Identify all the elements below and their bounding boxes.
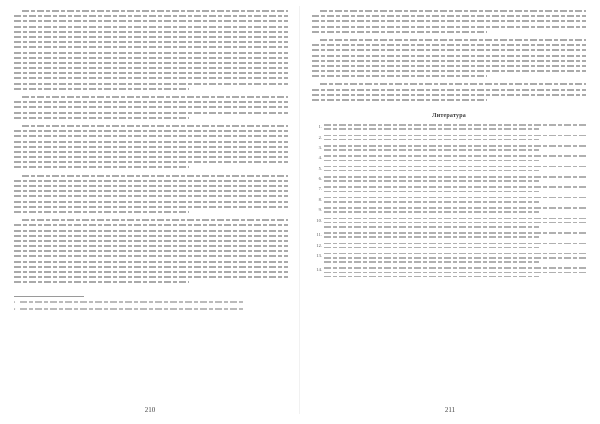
text-line — [312, 26, 586, 28]
text-line — [312, 60, 586, 62]
reference-text-line — [324, 236, 539, 238]
reference-number: 8. — [318, 196, 322, 202]
reference-text-line — [324, 247, 539, 249]
text-line — [312, 94, 586, 96]
text-line — [14, 31, 288, 33]
reference-number: 12. — [316, 242, 322, 248]
footnote-mark: ¹ — [14, 299, 16, 305]
reference-item — [312, 267, 586, 280]
reference-number: 2. — [318, 134, 322, 140]
reference-text-line — [324, 201, 539, 203]
text-line — [14, 36, 288, 38]
reference-text-line — [324, 191, 539, 193]
reference-item — [312, 166, 586, 174]
reference-number: 10. — [316, 217, 322, 223]
reference-text-line — [324, 253, 586, 255]
reference-text-line — [324, 276, 539, 278]
text-line — [14, 185, 288, 187]
text-line — [14, 88, 189, 90]
reference-text-line — [324, 232, 586, 234]
reference-text-line — [324, 211, 539, 213]
reference-text-line — [324, 186, 586, 188]
text-line — [22, 175, 288, 177]
text-line — [14, 201, 288, 203]
text-line — [312, 75, 487, 77]
text-line — [14, 135, 288, 137]
reference-text-line — [324, 226, 539, 228]
left-page-body-text — [14, 10, 288, 290]
reference-number: 4. — [318, 155, 322, 161]
reference-text-line — [324, 124, 586, 126]
footnote-mark: ² — [14, 306, 16, 312]
reference-item — [312, 197, 586, 205]
reference-text-line — [324, 243, 586, 245]
reference-item — [312, 243, 586, 251]
text-line — [14, 141, 288, 143]
page-number-right: 211 — [444, 406, 456, 414]
text-line — [14, 41, 288, 43]
text-line — [22, 219, 288, 221]
reference-text-line — [324, 257, 586, 259]
text-line — [14, 57, 288, 59]
text-line — [22, 125, 288, 127]
text-line — [14, 224, 288, 226]
text-line — [14, 266, 288, 268]
reference-text-line — [324, 166, 586, 168]
text-line — [14, 77, 288, 79]
text-line — [312, 99, 487, 101]
text-line — [14, 26, 288, 28]
text-line — [14, 240, 288, 242]
text-line — [14, 230, 288, 232]
reference-item — [312, 186, 586, 194]
text-line — [14, 112, 288, 114]
reference-item — [312, 145, 586, 153]
reference-number: 13. — [316, 252, 322, 258]
right-page — [300, 0, 600, 424]
text-line — [14, 67, 288, 69]
reference-text-line — [324, 261, 539, 263]
reference-text-line — [324, 222, 586, 224]
text-line — [14, 101, 288, 103]
reference-item — [312, 155, 586, 163]
footnote — [14, 300, 288, 305]
text-line — [312, 49, 586, 51]
text-line — [312, 55, 586, 57]
text-line — [14, 117, 189, 119]
reference-item — [312, 218, 586, 231]
reference-text-line — [324, 218, 586, 220]
text-line — [14, 72, 288, 74]
text-line — [14, 281, 189, 283]
reference-text-line — [324, 149, 539, 151]
text-line — [14, 15, 288, 17]
footnote-text-line — [20, 308, 245, 309]
text-line — [14, 261, 288, 263]
text-line — [14, 161, 288, 163]
reference-text-line — [324, 207, 586, 209]
right-page-body-text — [312, 10, 586, 107]
left-page-footnotes — [14, 300, 288, 312]
footnote-text-line — [20, 301, 245, 302]
text-line — [14, 245, 288, 247]
text-line — [14, 271, 288, 273]
text-line — [14, 190, 288, 192]
text-line — [14, 206, 288, 208]
reference-number: 11. — [316, 232, 322, 238]
text-line — [14, 276, 288, 278]
text-line — [14, 156, 288, 158]
text-line — [14, 255, 288, 257]
reference-text-line — [324, 272, 586, 274]
text-line — [14, 166, 189, 168]
reference-text-line — [324, 139, 539, 141]
reference-number: 5. — [318, 165, 322, 171]
references-list — [312, 124, 586, 280]
reference-text-line — [324, 176, 586, 178]
reference-item — [312, 176, 586, 184]
footnote — [14, 307, 288, 312]
reference-text-line — [324, 135, 586, 137]
text-line — [14, 180, 288, 182]
reference-number: 6. — [318, 176, 322, 182]
text-line — [14, 211, 189, 213]
text-line — [14, 46, 288, 48]
text-line — [320, 10, 586, 12]
reference-number: 1. — [318, 124, 322, 130]
text-line — [312, 65, 586, 67]
reference-item — [312, 232, 586, 240]
reference-number: 14. — [316, 267, 322, 273]
text-line — [320, 83, 586, 85]
text-line — [14, 151, 288, 153]
reference-item — [312, 135, 586, 143]
text-line — [22, 96, 288, 98]
text-line — [14, 146, 288, 148]
text-line — [312, 44, 586, 46]
reference-text-line — [324, 155, 586, 157]
reference-item — [312, 207, 586, 215]
text-line — [312, 31, 487, 33]
reference-text-line — [324, 160, 539, 162]
text-line — [320, 39, 586, 41]
reference-number: 3. — [318, 144, 322, 150]
text-line — [14, 52, 288, 54]
references-heading: Литература — [432, 113, 466, 120]
text-line — [14, 20, 288, 22]
text-line — [14, 130, 288, 132]
reference-text-line — [324, 170, 539, 172]
reference-item — [312, 253, 586, 266]
text-line — [14, 250, 288, 252]
text-line — [14, 235, 288, 237]
text-line — [14, 83, 288, 85]
text-line — [312, 15, 586, 17]
reference-text-line — [324, 145, 586, 147]
reference-number: 9. — [318, 207, 322, 213]
text-line — [14, 62, 288, 64]
text-line — [312, 89, 586, 91]
page-number-left: 210 — [144, 406, 156, 414]
reference-number: 7. — [318, 186, 322, 192]
text-line — [22, 10, 288, 12]
text-line — [312, 20, 586, 22]
text-line — [14, 195, 288, 197]
reference-item — [312, 124, 586, 132]
text-line — [14, 106, 288, 108]
reference-text-line — [324, 180, 539, 182]
text-line — [312, 70, 586, 72]
reference-text-line — [324, 267, 586, 269]
reference-text-line — [324, 128, 539, 130]
footnote-divider — [14, 296, 84, 297]
reference-text-line — [324, 197, 586, 199]
